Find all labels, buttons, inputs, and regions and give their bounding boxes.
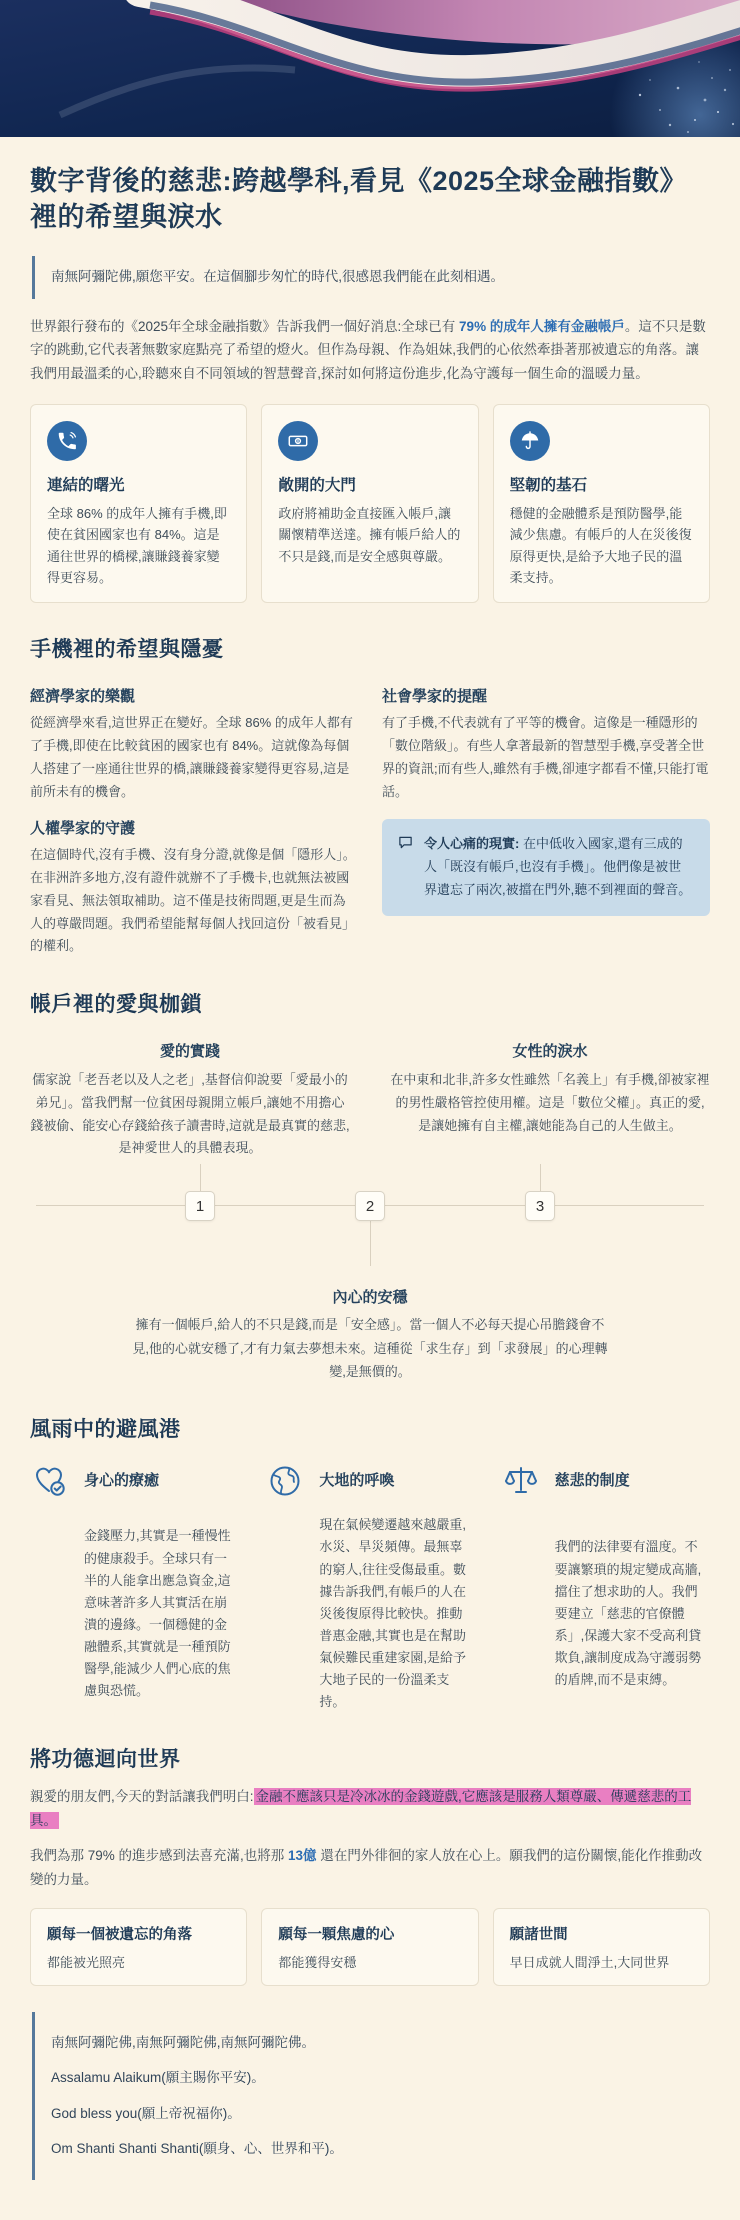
section-title-account: 帳戶裡的愛與枷鎖	[30, 993, 202, 1017]
card-title: 連結的曙光	[47, 476, 125, 494]
paragraph: 金錢壓力,其實是一種慢性的健康殺手。全球只有一半的人能拿出應急資金,這意味著許多人其實活在崩潰的邊緣。一個穩健的金融體系,其實就是一種預防醫學,能減少人們心底的焦慮與恐慌。	[84, 1528, 231, 1699]
callout-label: 令人心痛的現實:	[424, 836, 520, 852]
hero-wave-image	[0, 0, 740, 137]
paragraph: 儒家說「老吾老以及人之老」,基督信仰說要「愛最小的弟兄」。當我們幫一位貧困母親開立帳戶,讓她不用擔心錢被偷、能安心存錢給孩子讀書時,這就是最真實的慈悲,是神愛世人的具體表現。	[30, 1072, 350, 1156]
callout-body	[424, 833, 694, 901]
subheading: 人權學家的守護	[30, 820, 136, 838]
institution-item	[501, 1459, 710, 1713]
love-practice-column	[30, 1026, 350, 1160]
card-open-door	[261, 404, 478, 604]
dedication-paragraph-1: 親愛的朋友們,今天的對話讓我們明白: 金融不應該只是冷冰冰的金錢遊戲,它應該是服務人類尊嚴、傳遞慈悲的工具。	[30, 1789, 692, 1828]
page-title: 數字背後的慈悲:跨越學科,看見《2025全球金融指數》裡的希望與淚水	[30, 166, 688, 233]
subheading: 女性的淚水	[512, 1043, 588, 1061]
blessing-line: God bless you(願上帝祝福你)。	[51, 2105, 241, 2121]
section-title-phones: 手機裡的希望與隱憂	[30, 638, 224, 662]
womens-tears-column	[390, 1026, 710, 1160]
timeline-marker: 3	[525, 1191, 555, 1221]
subheading: 社會學家的提醒	[382, 688, 488, 706]
subheading: 大地的呼喚	[319, 1472, 395, 1490]
accent-79-percent: 79% 的成年人擁有金融帳戶	[459, 318, 625, 334]
subheading: 愛的實踐	[159, 1043, 220, 1061]
card-title: 堅韌的基石	[509, 476, 588, 494]
speech-bubble-icon	[398, 833, 414, 901]
blessing-line: Assalamu Alaikum(願主賜你平安)。	[51, 2070, 265, 2086]
card-text: 政府將補助金直接匯入帳戶,讓關懷精準送達。擁有帳戶給人的不只是錢,而是安全感與尊嚴。	[278, 505, 461, 564]
wish-text: 都能獲得安穩	[278, 1954, 357, 1970]
phone-icon	[47, 421, 87, 461]
opening-quote-text: 南無阿彌陀佛,願您平安。在這個腳步匆忙的時代,很感恩我們能在此刻相遇。	[51, 268, 505, 284]
timeline	[30, 1176, 710, 1272]
subheading: 身心的療癒	[84, 1472, 160, 1490]
dedication-paragraph-2: 我們為那 79% 的進步感到法喜充滿,也將那 13億 還在門外徘徊的家人放在心上。願我們的這份關懷,能化作推動改變的力量。	[30, 1848, 703, 1888]
scales-icon	[501, 1459, 545, 1528]
wish-title: 願每一個被遺忘的角落	[47, 1926, 192, 1943]
heart-check-icon	[30, 1459, 74, 1517]
painful-reality-callout	[382, 819, 710, 915]
paragraph: 在中東和北非,許多女性雖然「名義上」有手機,卻被家裡的男性嚴格管控使用權。這是「數位父權」。真正的愛,是讓她擁有自主權,讓她能為自己的人生做主。	[390, 1072, 710, 1133]
card-text: 穩健的金融體系是預防醫學,能減少焦慮。有帳戶的人在災後復原得更快,是給予大地子民的溫柔支持。	[509, 505, 692, 585]
wish-card-world	[493, 1908, 710, 1986]
article-body	[0, 163, 740, 2220]
wish-title: 願諸世間	[509, 1926, 568, 1943]
wish-card-forgotten-corner	[30, 1908, 247, 1986]
blessing-line: Om Shanti Shanti Shanti(願身、心、世界和平)。	[51, 2141, 343, 2157]
subheading: 慈悲的制度	[554, 1472, 630, 1490]
section-title-dedication: 將功德迴向世界	[30, 1748, 181, 1772]
closing-blessings-quote	[32, 2012, 710, 2180]
paragraph: 現在氣候變遷越來越嚴重,水災、旱災頻傳。最無辜的窮人,往往受傷最重。數據告訴我們,有帳戶的人在災後復原得比較快。推動普惠金融,其實也是在幫助氣候難民重建家園,是給予大地子民的一份溫柔支持。	[319, 1517, 466, 1710]
paragraph: 在這個時代,沒有手機、沒有身分證,就像是個「隱形人」。在非洲許多地方,沒有證件就辦不了手機卡,也就無法被國家看見、無法領取補助。這不僅是技術問題,更是生而為人的尊嚴問題。我們希望能幫每個人找回這份「被看見」的權利。	[30, 847, 356, 954]
phones-right-column	[382, 671, 710, 958]
wish-title: 願每一顆焦慮的心	[278, 1926, 395, 1943]
paragraph: 擁有一個帳戶,給人的不只是錢,而是「安全感」。當一個人不必每天提心吊膽錢會不見,他的心就安穩了,才有力氣去夢想未來。這種從「求生存」到「求發展」的心理轉變,是無價的。	[132, 1317, 608, 1379]
inner-peace-section	[30, 1286, 710, 1383]
hero-cards	[30, 404, 710, 604]
wish-text: 都能被光照亮	[47, 1954, 126, 1970]
card-text: 全球 86% 的成年人擁有手機,即使在貧困國家也有 84%。這是通往世界的橋樑,讓賺錢養家變得更容易。	[47, 505, 227, 585]
earth-item	[265, 1459, 474, 1713]
shelter-columns	[30, 1459, 710, 1713]
paragraph: 我們的法律要有溫度。不要讓繁瑣的規定變成高牆,擋住了想求助的人。我們要建立「慈悲的官僚體系」,保護大家不受高利貸欺負,讓制度成為守護弱勢的盾牌,而不是束縛。	[554, 1539, 702, 1688]
banknote-icon	[278, 421, 318, 461]
timeline-marker: 2	[355, 1191, 385, 1221]
healing-item	[30, 1459, 239, 1713]
accent-1-3-billion: 13億	[288, 1848, 317, 1864]
opening-quote	[32, 256, 710, 299]
subheading: 經濟學家的樂觀	[30, 688, 136, 706]
paragraph: 從經濟學來看,這世界正在變好。全球 86% 的成年人都有了手機,即使在比較貧困的國家也有 84%。這就像為每個人搭建了一座通往世界的橋,讓賺錢養家變得更容易,這是前所未有的機會。	[30, 715, 353, 799]
phones-left-column	[30, 671, 358, 958]
intro-paragraph: 世界銀行發布的《2025年全球金融指數》告訴我們一個好消息:全球已有 79% 的成年人擁有金融帳戶。這不只是數字的跳動,它代表著無數家庭點亮了希望的燈火。但作為母親、作為姐妹,我們的心依然牽掛著那被遺忘的角落。讓我們用最溫柔的心,聆聽來自不同領域的智慧聲音,探討如何將這份進步,化為守護每一個生命的溫暖力量。	[30, 318, 706, 382]
card-title: 敞開的大門	[278, 476, 356, 494]
subheading: 內心的安穩	[332, 1289, 408, 1307]
globe-icon	[265, 1459, 309, 1506]
wish-card-anxious-heart	[261, 1908, 478, 1986]
pink-highlight-text: 金融不應該只是冷冰冰的金錢遊戲,它應該是服務人類尊嚴、傳遞慈悲的工具。	[30, 1789, 692, 1828]
account-columns	[30, 1026, 710, 1160]
timeline-marker: 1	[185, 1191, 215, 1221]
blessing-line: 南無阿彌陀佛,南無阿彌陀佛,南無阿彌陀佛。	[51, 2034, 316, 2050]
phones-columns	[30, 671, 710, 958]
wish-cards	[30, 1908, 710, 1986]
card-foundation	[493, 404, 710, 604]
callout-text: 在中低收入國家,還有三成的人「既沒有帳戶,也沒有手機」。他們像是被世界遺忘了兩次,被擋在門外,聽不到裡面的聲音。	[424, 836, 692, 897]
section-title-shelter: 風雨中的避風港	[30, 1418, 181, 1442]
umbrella-icon	[510, 421, 550, 461]
wish-text: 早日成就人間淨土,大同世界	[509, 1954, 670, 1970]
paragraph: 有了手機,不代表就有了平等的機會。這像是一種隱形的「數位階級」。有些人拿著最新的智慧型手機,享受著全世界的資訊;而有些人,雖然有手機,卻連字都看不懂,只能打電話。	[382, 715, 709, 799]
card-connection	[30, 404, 247, 604]
